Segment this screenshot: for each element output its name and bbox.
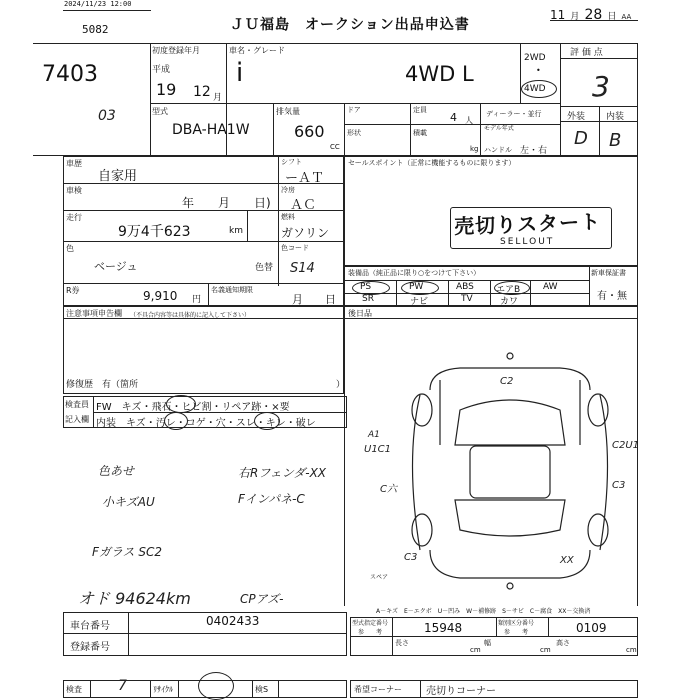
pw-circle <box>401 281 439 295</box>
new-car-value: 有・無 <box>597 291 627 302</box>
recycle-label: R券 <box>66 286 80 295</box>
tax-notice-value: 月 日 <box>292 293 336 306</box>
inspection-row-interior: 内装 キズ・汚レ・コゲ・穴・スレ・キレ・破レ <box>96 418 316 429</box>
load-label: 積載 <box>413 129 427 137</box>
length-unit: cm <box>470 646 481 654</box>
displacement-value: 660 <box>294 122 325 141</box>
hand-note-glass: Fガラス SC2 <box>92 545 162 559</box>
history-label: 車歴 <box>66 159 82 168</box>
date-day-unit: 日 <box>607 12 617 22</box>
equip-navi: ナビ <box>410 297 429 307</box>
fuel-label: 燃料 <box>281 213 295 221</box>
width-unit: cm <box>540 646 551 654</box>
model-name: i <box>236 58 244 88</box>
ac-label: 冷房 <box>281 186 295 194</box>
model-grade: 4WD L <box>405 62 474 86</box>
mileage-value: 9万4千623 <box>118 224 191 240</box>
spare-label: スペア <box>370 574 389 581</box>
form-title: ＪＵ福島 オークション出品申込書 <box>230 17 470 33</box>
shift-value: ーＡＴ <box>285 171 325 186</box>
type-value: DBA-HA1W <box>172 122 250 138</box>
mark-c2-top: C2 <box>500 376 514 387</box>
door-label: ドア <box>347 106 361 114</box>
exterior-score: D <box>574 128 588 149</box>
date-tag: AA <box>621 13 632 21</box>
first-reg-month: 12 <box>193 84 211 100</box>
type-label: 型式 <box>152 107 168 116</box>
hand-note-fender: 右Rフェンダ-XX <box>238 466 327 480</box>
drive-4wd-circle <box>521 80 557 98</box>
equip-abs: ABS <box>456 282 474 292</box>
date-month-unit: 月 <box>570 12 580 22</box>
reg-no-label: 登録番号 <box>70 642 110 653</box>
chassis-number: 0402433 <box>206 614 260 628</box>
color-code-value: S14 <box>290 261 315 276</box>
height-label: 高さ <box>556 639 570 647</box>
mark-c3-right: C3 <box>612 480 626 491</box>
inspect-label: 検査 <box>66 685 82 694</box>
corner-label: 希望コーナー <box>354 685 402 694</box>
diagram-windshield <box>455 400 565 445</box>
equipment-label: 装備品（純正品に限り○をつけて下さい） <box>348 269 481 277</box>
hand-note: 03 <box>98 108 116 124</box>
chassis-label: 車台番号 <box>70 621 110 632</box>
load-unit: kg <box>470 145 479 153</box>
caution-small: （不具合内容等は具体的に記入して下さい） <box>130 312 251 319</box>
caution-label: 注意事項申告欄 <box>66 309 122 318</box>
shape-label: 形状 <box>347 129 361 137</box>
entry-label: 記入欄 <box>65 415 89 424</box>
sheet-number: 5082 <box>82 23 109 36</box>
shift-label: シフト <box>281 158 302 166</box>
model-year-label: モデル年式 <box>484 125 514 132</box>
spec-label: 型式指定番号 <box>352 620 389 627</box>
hand-seven: 7 <box>118 678 127 694</box>
hand-note-odometer: オド 94624km <box>78 589 191 608</box>
shaken-value: 年 月 日) <box>182 196 271 210</box>
hand-note-scratch: 小キズAU <box>102 495 155 509</box>
capacity-unit: 人 <box>465 116 473 125</box>
drive-2wd: 2WD <box>524 53 546 63</box>
equip-leather: カワ <box>500 297 519 307</box>
exterior-label: 外装 <box>567 112 586 122</box>
class-sub: 参 考 <box>504 629 529 636</box>
displacement-unit: CC <box>330 143 340 151</box>
vehicle-table <box>150 43 638 156</box>
month-unit: 月 <box>213 93 223 103</box>
interior-score: B <box>609 130 622 151</box>
diagram-roof <box>470 446 550 498</box>
ac-value: ＡＣ <box>290 198 317 213</box>
inspection-row-glass: FW キズ・飛石・ヒビ割・リペア跡・×要 <box>96 402 290 413</box>
lot-number: 7403 <box>42 62 98 87</box>
hand-note-panel: Fインパネ-C <box>238 492 305 506</box>
width-label: 幅 <box>484 639 491 647</box>
sellout-stamp-text: 売切りスタート <box>453 209 602 239</box>
class-label: 類別区分番号 <box>498 620 535 627</box>
model-label: 車名・グレード <box>229 46 285 55</box>
drive-dot: • <box>536 66 541 75</box>
diagram-rear-glass <box>455 500 565 536</box>
length-label: 長さ <box>395 639 409 647</box>
hand-note-cp: CPアズ- <box>240 592 284 606</box>
header-rule <box>63 10 151 11</box>
color-value: ベージュ <box>94 260 138 273</box>
sales-point-label: セールスポイント（正常に機能するものに限ります） <box>348 159 516 167</box>
sellout-stamp-sub: SELLOUT <box>500 237 555 247</box>
hand-note-fade: 色あせ <box>98 464 135 478</box>
color-change-label: 色替 <box>255 263 274 273</box>
airbag-circle <box>494 281 530 295</box>
timestamp: 2024/11/23 12:00 <box>64 0 132 8</box>
fuel-value: ガソリン <box>281 226 330 240</box>
shaken-label: 車検 <box>66 186 82 195</box>
mark-u1c1: U1C1 <box>364 444 392 455</box>
mark-a1: A1 <box>368 430 380 440</box>
equip-ps: PS <box>360 282 372 292</box>
equip-sr: SR <box>362 294 374 304</box>
check-label: 検S <box>255 685 269 694</box>
mileage-unit: km <box>229 226 243 236</box>
displacement-label: 排気量 <box>276 107 300 116</box>
recycle-value: 9,910 <box>143 289 178 303</box>
interior-label: 内装 <box>606 112 625 122</box>
mark-c3-left: C3 <box>404 552 418 563</box>
diagram-wheel-rl <box>412 514 432 546</box>
capacity-value: 4 <box>450 111 457 124</box>
equip-airbag: エアB <box>496 285 521 295</box>
spec-sub: 参 考 <box>358 629 383 636</box>
drive-4wd: 4WD <box>524 84 546 94</box>
recycle-unit: 円 <box>192 295 202 305</box>
equip-aw: AW <box>543 282 558 292</box>
class-value: 0109 <box>576 621 607 635</box>
first-reg-year: 19 <box>156 80 177 99</box>
capacity-label: 定員 <box>413 106 427 114</box>
inspector-label: 検査員 <box>65 400 89 409</box>
history-value: 自家用 <box>98 169 138 184</box>
equip-tv: TV <box>461 294 473 304</box>
color-code-label: 色コード <box>281 244 309 252</box>
hand-circle <box>198 672 234 700</box>
rear-items-label: 後日品 <box>348 309 372 318</box>
color-label: 色 <box>66 244 74 253</box>
handle-label: ハンドル <box>484 146 512 154</box>
height-unit: cm <box>626 646 637 654</box>
mileage-label: 走行 <box>66 213 82 222</box>
score-label: 評 価 点 <box>570 48 603 58</box>
damage-legend: A－キズ E－エクボ U－凹み W－補修跡 S－サビ C－腐食 XX－交換済 <box>376 608 591 615</box>
repair-label: 修復歴 有（箇所 <box>66 380 139 390</box>
score-value: 3 <box>592 70 610 103</box>
repair-close: ） <box>336 380 346 390</box>
new-car-label: 新車保証書 <box>591 269 626 277</box>
diagram-wheel-rr <box>588 514 608 546</box>
handle-value: 左・右 <box>520 146 548 156</box>
date-month: 11 <box>550 8 566 22</box>
era: 平成 <box>152 65 171 75</box>
lot-box <box>33 43 150 156</box>
diagram-wheel-fl <box>412 394 432 426</box>
corner-value: 売切りコーナー <box>426 686 496 697</box>
date-day: 28 <box>584 7 603 23</box>
tax-notice-label: 名義通知期限 <box>211 286 253 294</box>
first-reg-label: 初度登録年月 <box>152 46 200 55</box>
mark-c6: C六 <box>380 484 397 495</box>
diagram-wheel-fr <box>588 394 608 426</box>
ps-circle <box>352 281 390 295</box>
recycle-footer-label: ﾘｻｲｸﾙ <box>153 685 173 694</box>
dealer-label: ディーラー・並行 <box>486 110 542 118</box>
equip-pw: PW <box>409 282 424 292</box>
mark-xx: XX <box>560 555 574 566</box>
spec-value: 15948 <box>424 621 463 635</box>
mark-c2u1: C2U1 <box>612 440 640 451</box>
